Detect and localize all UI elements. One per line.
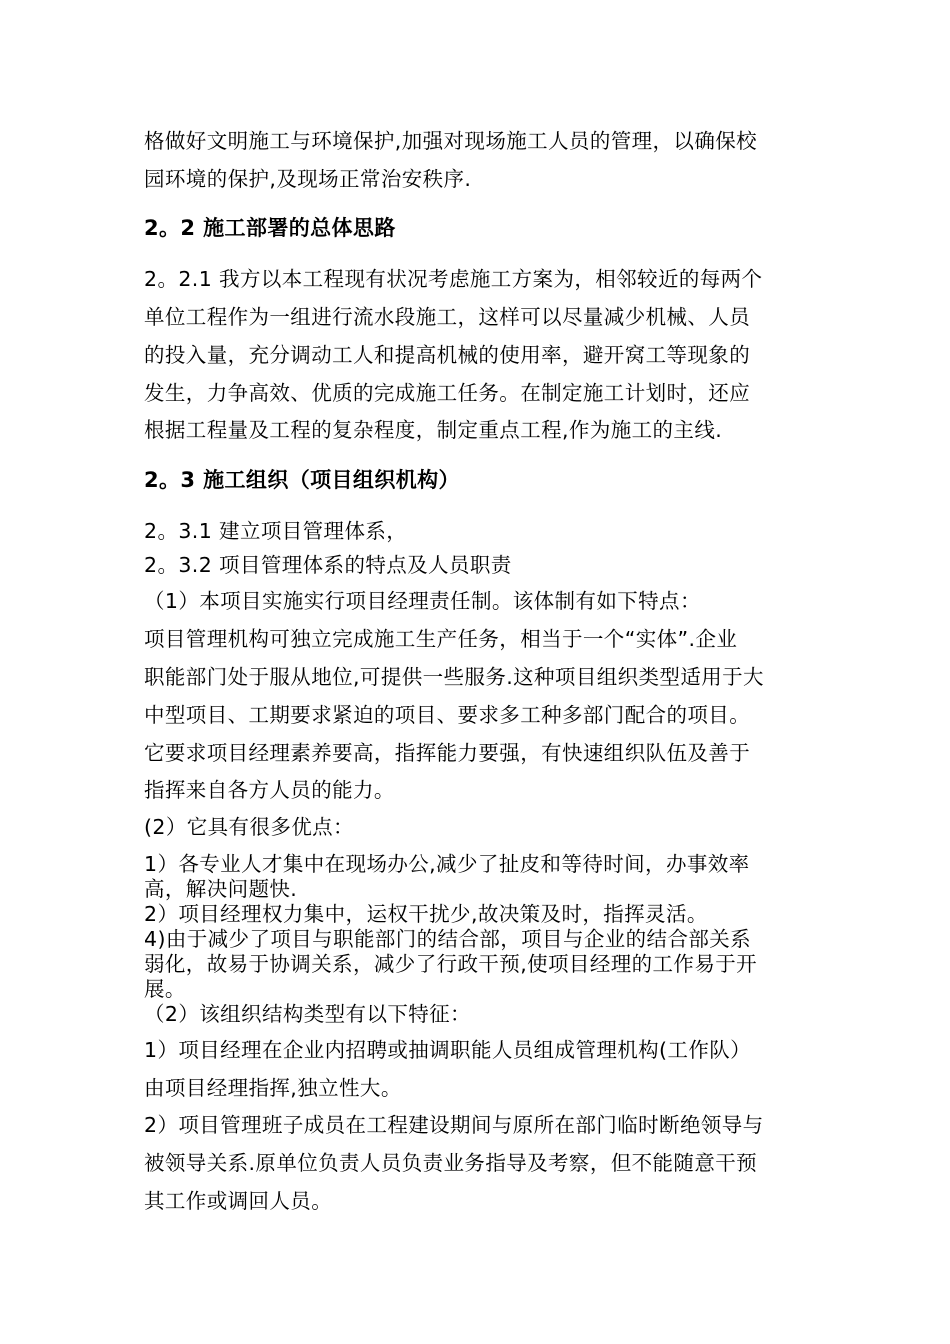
paragraph-line: 职能部门处于服从地位,可提供一些服务.这种项目组织类型适用于大	[144, 665, 764, 689]
section-heading-2-3: 2。3 施工组织（项目组织机构）	[144, 468, 460, 492]
list-item: 2）项目经理权力集中，运权干扰少,故决策及时，指挥灵活。	[144, 902, 708, 926]
list-item: 弱化，故易于协调关系，减少了行政干预,使项目经理的工作易于开	[144, 952, 758, 976]
list-item: 1）各专业人才集中在现场办公,减少了扯皮和等待时间，办事效率	[144, 852, 750, 876]
paragraph-line: 发生，力争高效、优质的完成施工任务。在制定施工计划时，还应	[144, 381, 751, 405]
paragraph-line: 指挥来自各方人员的能力。	[144, 778, 395, 802]
paragraph-line: 根据工程量及工程的复杂程度，制定重点工程,作为施工的主线.	[144, 418, 723, 442]
paragraph-line: 单位工程作为一组进行流水段施工，这样可以尽量减少机械、人员	[144, 305, 751, 329]
subsection-item: 2。3.1 建立项目管理体系，	[144, 519, 408, 543]
list-item: 由项目经理指挥,独立性大。	[144, 1076, 402, 1100]
list-item: 高，解决问题快.	[144, 877, 298, 901]
list-intro: （2）该组织结构类型有以下特征：	[144, 1002, 471, 1026]
subsection-item: 2。3.2 项目管理体系的特点及人员职责	[144, 553, 512, 577]
paragraph-line: 它要求项目经理素养要高，指挥能力要强，有快速组织队伍及善于	[144, 741, 751, 765]
paragraph-line: 园环境的保护,及现场正常治安秩序.	[144, 167, 472, 191]
list-item: 展。	[144, 977, 186, 1001]
list-item: 4)由于减少了项目与职能部门的结合部，项目与企业的结合部关系	[144, 927, 752, 951]
list-intro: (2）它具有很多优点：	[144, 815, 354, 839]
paragraph-line: 格做好文明施工与环境保护,加强对现场施工人员的管理，以确保校	[144, 129, 758, 153]
paragraph-line: 2。2.1 我方以本工程现有状况考虑施工方案为，相邻较近的每两个	[144, 267, 763, 291]
paragraph-line: 的投入量，充分调动工人和提高机械的使用率，避开窝工等现象的	[144, 343, 751, 367]
list-item: 其工作或调回人员。	[144, 1189, 333, 1213]
paragraph-line: 中型项目、工期要求紧迫的项目、要求多工种多部门配合的项目。	[144, 703, 751, 727]
list-item: 2）项目管理班子成员在工程建设期间与原所在部门临时断绝领导与	[144, 1113, 764, 1137]
list-item: 1）项目经理在企业内招聘或抽调职能人员组成管理机构(工作队）	[144, 1038, 752, 1062]
list-intro: （1）本项目实施实行项目经理责任制。该体制有如下特点：	[144, 589, 701, 613]
list-item: 被领导关系.原单位负责人员负责业务指导及考察，但不能随意干预	[144, 1151, 758, 1175]
section-heading-2-2: 2。2 施工部署的总体思路	[144, 216, 396, 240]
paragraph-line: 项目管理机构可独立完成施工生产任务，相当于一个“实体”.企业	[144, 627, 738, 651]
